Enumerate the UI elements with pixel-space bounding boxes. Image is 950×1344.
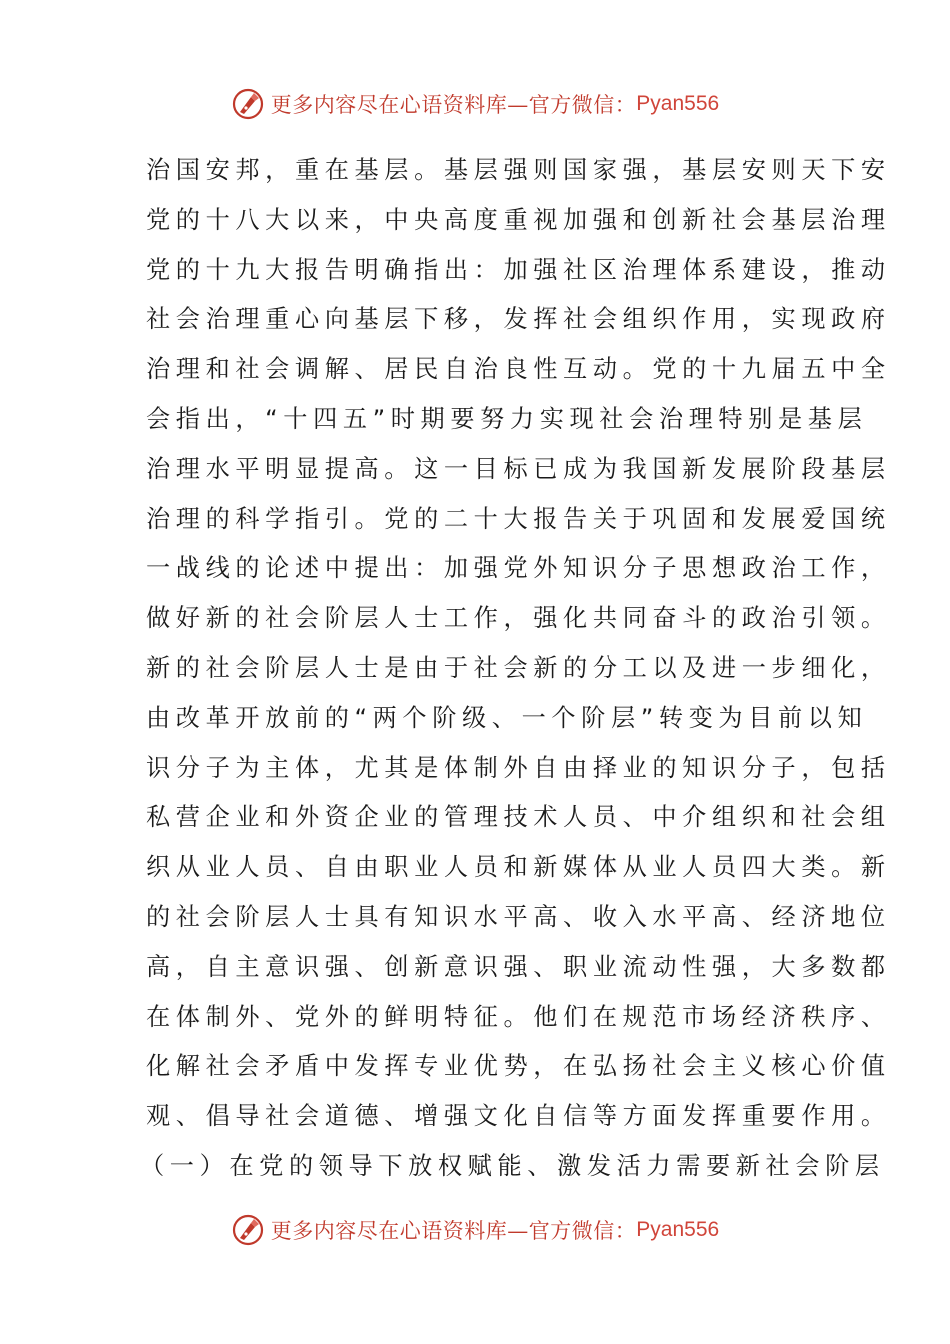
text-line: 高，自主意识强、创新意识强、职业流动性强，大多数都 — [146, 952, 891, 981]
section-heading: （一）在党的领导下放权赋能、激发活力需要新社会阶层 — [140, 1151, 885, 1180]
pen-nib-logo-icon — [231, 1213, 265, 1247]
text-line: 党的十九大报告明确指出：加强社区治理体系建设，推动 — [146, 255, 891, 284]
text-line: 治国安邦，重在基层。基层强则国家强，基层安则天下安 — [146, 156, 891, 184]
header-banner — [0, 84, 950, 124]
text-line: 治理水平明显提高。这一目标已成为我国新发展阶段基层 — [146, 454, 891, 483]
text-line: 私营企业和外资企业的管理技术人员、中介组织和社会组 — [146, 803, 891, 832]
footer-banner — [0, 1210, 950, 1250]
text-line: 由改革开放前的“两个阶级、一个阶层”转变为目前以知 — [146, 703, 868, 732]
text-line: 的社会阶层人士具有知识水平高、收入水平高、经济地位 — [146, 902, 891, 931]
text-line: 观、倡导社会道德、增强文化自信等方面发挥重要作用。 — [146, 1102, 891, 1131]
text-line: 一战线的论述中提出：加强党外知识分子思想政治工作， — [146, 554, 891, 583]
banner-wechat-handle: Pyan556 — [636, 1218, 720, 1241]
document-body — [140, 146, 891, 1192]
text-line: 在体制外、党外的鲜明特征。他们在规范市场经济秩序、 — [146, 1002, 891, 1031]
text-line: 织从业人员、自由职业人员和新媒体从业人员四大类。新 — [146, 853, 891, 882]
text-line: 新的社会阶层人士是由于社会新的分工以及进一步细化， — [146, 653, 891, 682]
text-line: 治理和社会调解、居民自治良性互动。党的十九届五中全 — [146, 355, 891, 384]
banner-text: 更多内容尽在心语资料库—官方微信： — [270, 93, 637, 117]
text-line: 做好新的社会阶层人士工作，强化共同奋斗的政治引领。 — [146, 604, 891, 633]
text-line: 党的十八大以来，中央高度重视加强和创新社会基层治理 — [146, 205, 891, 234]
text-line: 识分子为主体，尤其是体制外自由择业的知识分子，包括 — [146, 753, 891, 782]
text-line: 治理的科学指引。党的二十大报告关于巩固和发展爱国统 — [146, 504, 891, 533]
text-line: 化解社会矛盾中发挥专业优势，在弘扬社会主义核心价值 — [146, 1052, 891, 1081]
pen-nib-logo-icon — [231, 87, 265, 121]
banner-text: 更多内容尽在心语资料库—官方微信： — [270, 1219, 637, 1243]
text-line: 社会治理重心向基层下移，发挥社会组织作用，实现政府 — [146, 305, 891, 334]
text-line: 会指出，“十四五”时期要努力实现社会治理特别是基层 — [146, 404, 868, 433]
banner-wechat-handle: Pyan556 — [636, 92, 720, 115]
